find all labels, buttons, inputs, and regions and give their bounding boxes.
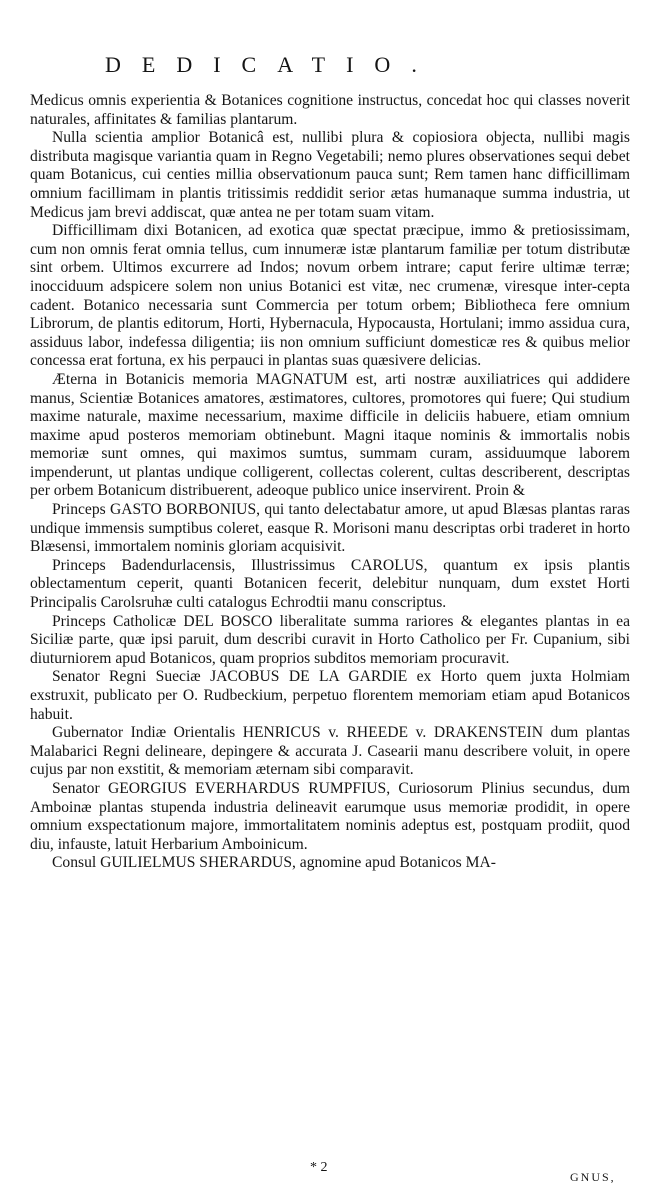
- paragraph-9: Gubernator Indiæ Orientalis HENRICUS v. RHEEDE v. DRAKENSTEIN dum plantas Malabarici Regni delineare, depingere & accurata J. Casearii manu describere voluit, in opere cujus par non exstitit, & memoriam æternam sibi comparavit.: [30, 724, 630, 779]
- paragraph-8: Senator Regni Sueciæ JACOBUS DE LA GARDIE ex Horto quem juxta Holmiam exstruxit, publicato per O. Rudbeckium, perpetuo florentem memoriam etiam apud Botanicos habuit.: [30, 668, 630, 723]
- paragraph-7: Princeps Catholicæ DEL BOSCO liberalitate summa rariores & elegantes plantas in ea Siciliæ parte, quæ ipsi paruit, dum describi curavit in Horto Catholico per Fr. Cupanium, sibi diuturniorem apud Botanicos, quam proprios subditos memoriam procuravit.: [30, 612, 630, 667]
- dedication-body: [30, 92, 630, 873]
- paragraph-6: Princeps Badendurlacensis, Illustrissimus CAROLUS, quantum ex ipsis plantis oblectamentum ceperit, quanti Botanicen fecerit, delebitur nunquam, dum exstet Horti Principalis Carolsruhæ culti catalogus Echrodtii manu conscriptus.: [30, 556, 630, 612]
- paragraph-3: Difficillimam dixi Botanicen, ad exotica quæ spectat præcipue, immo & pretiosissimam, cum non omnis ferat omnia tellus, cum innumeræ istæ plantarum familiæ per totum distributæ sint orbem. Ultimos excurrere ad Indos; novum orbem intrare; caput ferire ultimæ terræ; inocciduum adspicere solem non unius Botanici est vitæ, nec crumenæ, viresque inter-cepta cadent. Botanico necessaria sunt Commercia per totum orbem; Bibliotheca fere omnium Librorum, de plantis editorum, Horti, Hybernacula, Hypocausta, Hortulani; immo assidua cura, assiduus labor, indefessa diligentia; iis non omnium sufficiunt domesticæ res & quibus melior concessa erat fortuna, ex his perpauci in plantas suas quæsivere delicias.: [30, 222, 630, 370]
- paragraph-5: Princeps GASTO BORBONIUS, qui tanto delectabatur amore, ut apud Blæsas plantas raras undique immensis sumptibus coleret, easque R. Morisoni manu descriptas orbi traderet in horto Blæsensi, immortalem nominis gloriam acquisivit.: [30, 501, 630, 556]
- paragraph-11: Consul GUILIELMUS SHERARDUS, agnomine apud Botanicos MA-: [52, 854, 496, 872]
- paragraph-10: Senator GEORGIUS EVERHARDUS RUMPFIUS, Curiosorum Plinius secundus, dum Amboinæ plantas stupenda industria delineavit earumque usus memoriæ prodidit, in opere omnium exspectationum majore, immortalitatem nominis adeptus est, postquam prodiit, quod diu, infauste, latuit Herbarium Amboinicum.: [30, 779, 630, 853]
- paragraph-4: Æterna in Botanicis memoria MAGNATUM est, arti nostræ auxiliatrices qui addidere manus, Scientiæ Botanices amatores, æstimatores, cultores, promotores qui fuere; Qui studium maxime naturale, maxime necessarium, maxime difficile in deliciis habuere, etiam omnium maxime apud posteros memoriam obtinebunt. Magni itaque nominis & immortalis nobis memoriæ sunt omnes, qui maximos sumtus, summam curam, assiduumque laborem impenderunt, ut plantas undique colligerent, collectas colerent, cultas describerent, descriptas per orbem Botanicum distribuerent, adeoque publico unice inservirent. Proin &: [30, 370, 630, 500]
- catchword: GNUS,: [570, 1170, 616, 1184]
- paragraph-1: Medicus omnis experientia & Botanices cognitione instructus, concedat hoc qui classes noverit naturales, affinitates & familias plantarum.: [30, 92, 630, 128]
- paragraph-2: Nulla scientia amplior Botanicâ est, nullibi plura & copiosiora objecta, nullibi magis distributa magisque variantia quam in Regno Vegetabili; nemo plures observationes sequi debet quam Botanicus, cui centies millia observationum pauca sunt; Rem tamen hanc difficillimam omnium facillimam in plantis tritissimis reddidit serior ætas humanaque summa industria, ut Medicus jam brevi addiscat, quæ antea ne per totam suam vitam.: [30, 129, 630, 221]
- page-header-title: DEDICATIO.: [105, 52, 438, 77]
- signature-mark: * 2: [310, 1160, 328, 1175]
